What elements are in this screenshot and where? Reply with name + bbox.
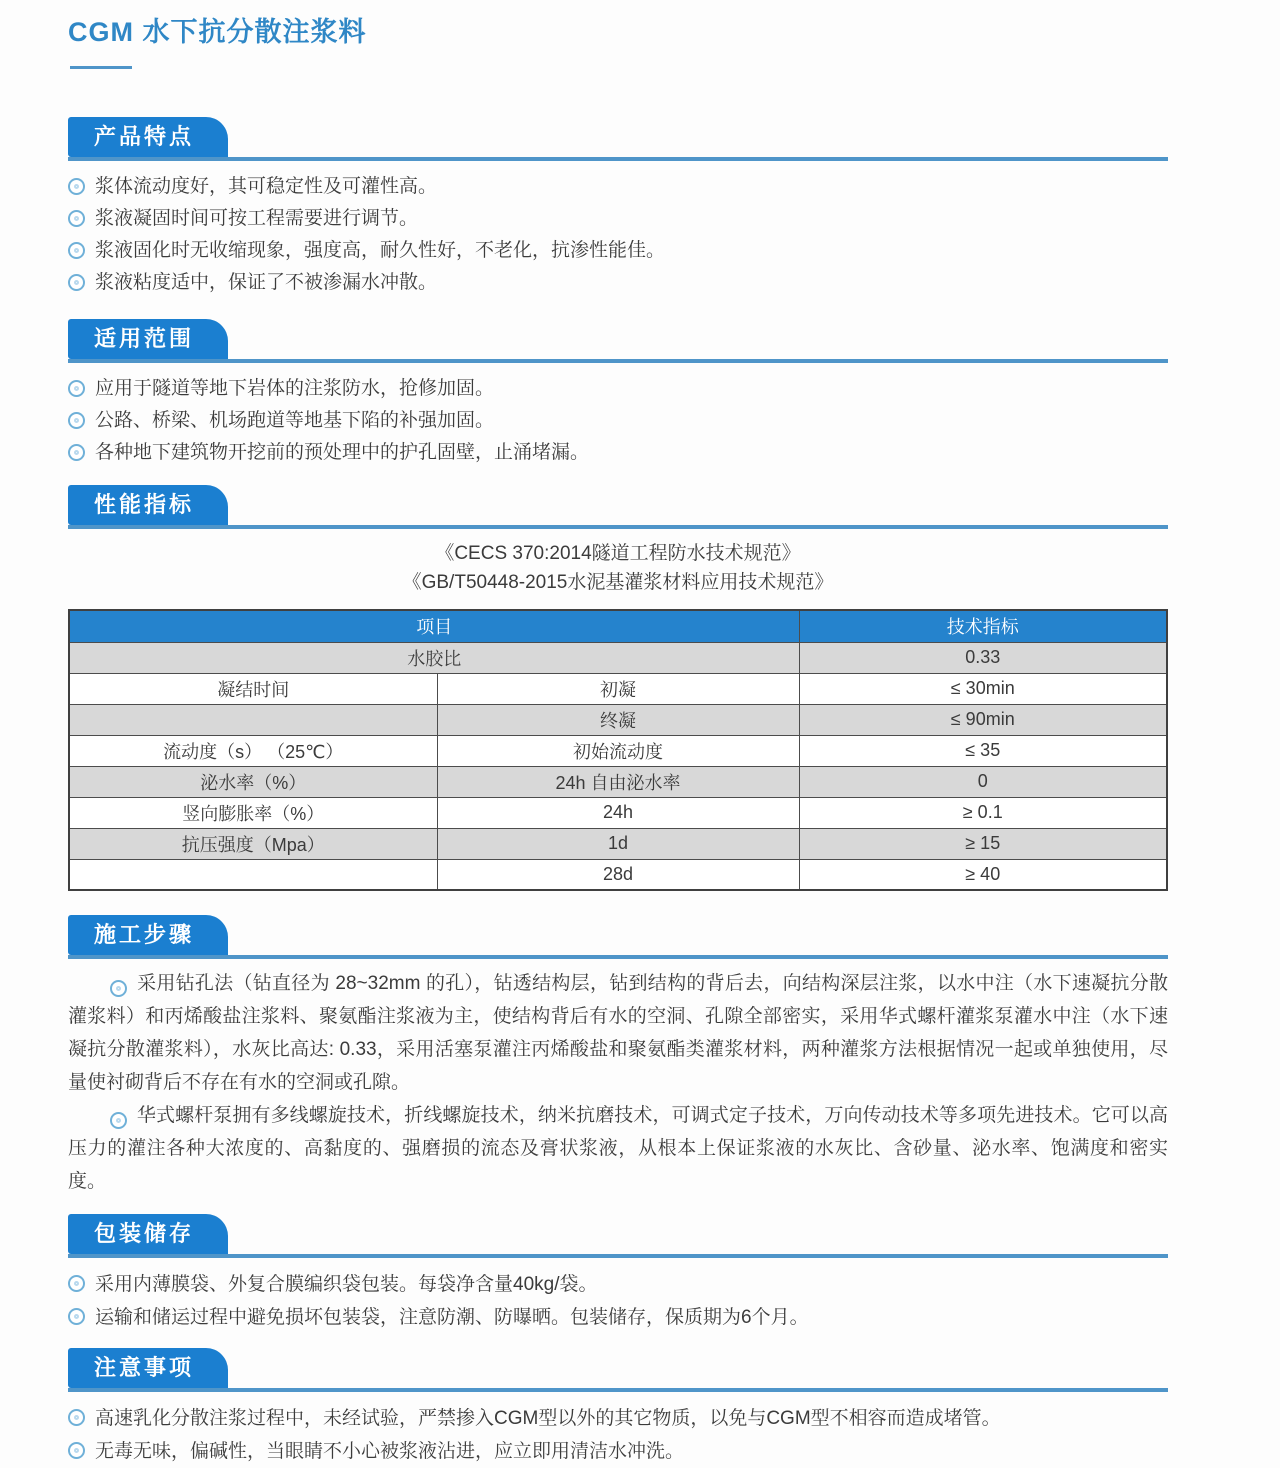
list-item-text: 各种地下建筑物开挖前的预处理中的护孔固壁，止涌堵漏。 — [95, 442, 590, 463]
table-row: 水胶比 0.33 — [69, 642, 1167, 673]
performance-table — [68, 609, 1168, 891]
section-header-features — [68, 117, 1168, 161]
list-item-text: 浆液凝固时间可按工程需要进行调节。 — [95, 208, 419, 229]
table-row: 泌水率（%） 24h 自由泌水率 0 — [69, 766, 1167, 797]
list-item — [68, 267, 1168, 299]
list-item — [68, 1402, 1168, 1435]
section-badge-scope: 适用范围 — [68, 319, 228, 359]
list-item — [68, 171, 1168, 203]
table-row: 28d ≥ 40 — [69, 859, 1167, 890]
list-item-text: 公路、桥梁、机场跑道等地基下陷的补强加固。 — [95, 410, 495, 431]
bullet-icon — [110, 1112, 127, 1129]
bullet-icon — [68, 210, 85, 227]
bullet-icon — [68, 1275, 85, 1292]
list-item-text: 浆液粘度适中，保证了不被渗漏水冲散。 — [95, 272, 438, 293]
table-header-row — [69, 610, 1167, 642]
list-item — [68, 405, 1168, 437]
list-item-text: 浆液固化时无收缩现象，强度高，耐久性好，不老化，抗渗性能佳。 — [95, 240, 666, 261]
bullet-icon — [110, 980, 127, 997]
section-header-performance — [68, 485, 1168, 529]
features-list — [68, 171, 1168, 299]
list-item — [68, 1301, 1168, 1334]
section-badge-features: 产品特点 — [68, 117, 228, 157]
standard-reference: 《CECS 370:2014隧道工程防水技术规范》 — [435, 543, 801, 564]
list-item-text: 浆体流动度好，其可稳定性及可灌性高。 — [95, 176, 438, 197]
list-item-text: 高速乳化分散注浆过程中，未经试验，严禁掺入CGM型以外的其它物质，以免与CGM型不相容而造成堵管。 — [95, 1408, 1001, 1429]
section-header-packaging — [68, 1214, 1168, 1258]
list-item-text: 运输和储运过程中避免损坏包装袋，注意防潮、防曝晒。包装储存，保质期为6个月。 — [95, 1307, 809, 1328]
bullet-icon — [68, 178, 85, 195]
bullet-icon — [68, 412, 85, 429]
scope-list — [68, 373, 1168, 469]
page-title: CGM 水下抗分散注浆料 — [68, 17, 367, 47]
bullet-icon — [68, 444, 85, 461]
table-row: 抗压强度（Mpa） 1d ≥ 15 — [69, 828, 1167, 859]
section-badge-performance: 性能指标 — [68, 485, 228, 525]
table-row: 流动度（s） （25℃） 初始流动度 ≤ 35 — [69, 735, 1167, 766]
list-item — [68, 1268, 1168, 1301]
packaging-list — [68, 1268, 1168, 1334]
section-badge-construction: 施工步骤 — [68, 915, 228, 955]
bullet-icon — [68, 242, 85, 259]
table-row: 竖向膨胀率（%） 24h ≥ 0.1 — [69, 797, 1167, 828]
standards-block — [68, 539, 1168, 597]
construction-paragraph — [68, 967, 1168, 1099]
table-row: 终凝 ≤ 90min — [69, 704, 1167, 735]
table-header-indicator: 技术指标 — [799, 610, 1167, 642]
list-item — [68, 1435, 1168, 1468]
list-item-text: 无毒无味，偏碱性，当眼睛不小心被浆液沾进，应立即用清洁水冲洗。 — [95, 1441, 685, 1462]
section-badge-notes: 注意事项 — [68, 1348, 228, 1388]
section-badge-packaging: 包装储存 — [68, 1214, 228, 1254]
section-header-notes — [68, 1348, 1168, 1392]
paragraph-text: 采用钻孔法（钻直径为 28~32mm 的孔），钻透结构层，钻到结构的背后去，向结构深层注浆，以水中注（水下速凝抗分散灌浆料）和丙烯酸盐注浆料、聚氨酯注浆液为主，使结构背后有水的空洞、孔隙全部密实，采用华式螺杆灌浆泵灌水中注（水下速凝抗分散灌浆料），水灰比高达: 0.33，采用活塞泵灌注丙烯酸盐和聚氨酯类灌浆材料，两种灌浆方法根据情况一起或单独使用，尽量使衬砌背后不存在有水的空洞或孔隙。 — [68, 973, 1168, 1093]
list-item — [68, 437, 1168, 469]
bullet-icon — [68, 1308, 85, 1325]
list-item-text: 采用内薄膜袋、外复合膜编织袋包装。每袋净含量40kg/袋。 — [95, 1274, 598, 1295]
construction-paragraph — [68, 1099, 1168, 1198]
table-header-item: 项目 — [69, 610, 799, 642]
list-item-text: 应用于隧道等地下岩体的注浆防水，抢修加固。 — [95, 378, 495, 399]
standard-reference: 《GB/T50448-2015水泥基灌浆材料应用技术规范》 — [402, 572, 834, 593]
section-header-scope — [68, 319, 1168, 363]
bullet-icon — [68, 274, 85, 291]
notes-list — [68, 1402, 1168, 1468]
bullet-icon — [68, 1409, 85, 1426]
bullet-icon — [68, 380, 85, 397]
construction-body — [68, 967, 1168, 1198]
paragraph-text: 华式螺杆泵拥有多线螺旋技术，折线螺旋技术，纳米抗磨技术，可调式定子技术，万向传动技术等多项先进技术。它可以高压力的灌注各种大浓度的、高黏度的、强磨损的流态及膏状浆液，从根本上保证浆液的水灰比、含砂量、泌水率、饱满度和密实度。 — [68, 1105, 1168, 1192]
list-item — [68, 373, 1168, 405]
section-header-construction — [68, 915, 1168, 959]
title-underline — [70, 66, 132, 69]
bullet-icon — [68, 1442, 85, 1459]
list-item — [68, 235, 1168, 267]
table-row: 凝结时间 初凝 ≤ 30min — [69, 673, 1167, 704]
list-item — [68, 203, 1168, 235]
